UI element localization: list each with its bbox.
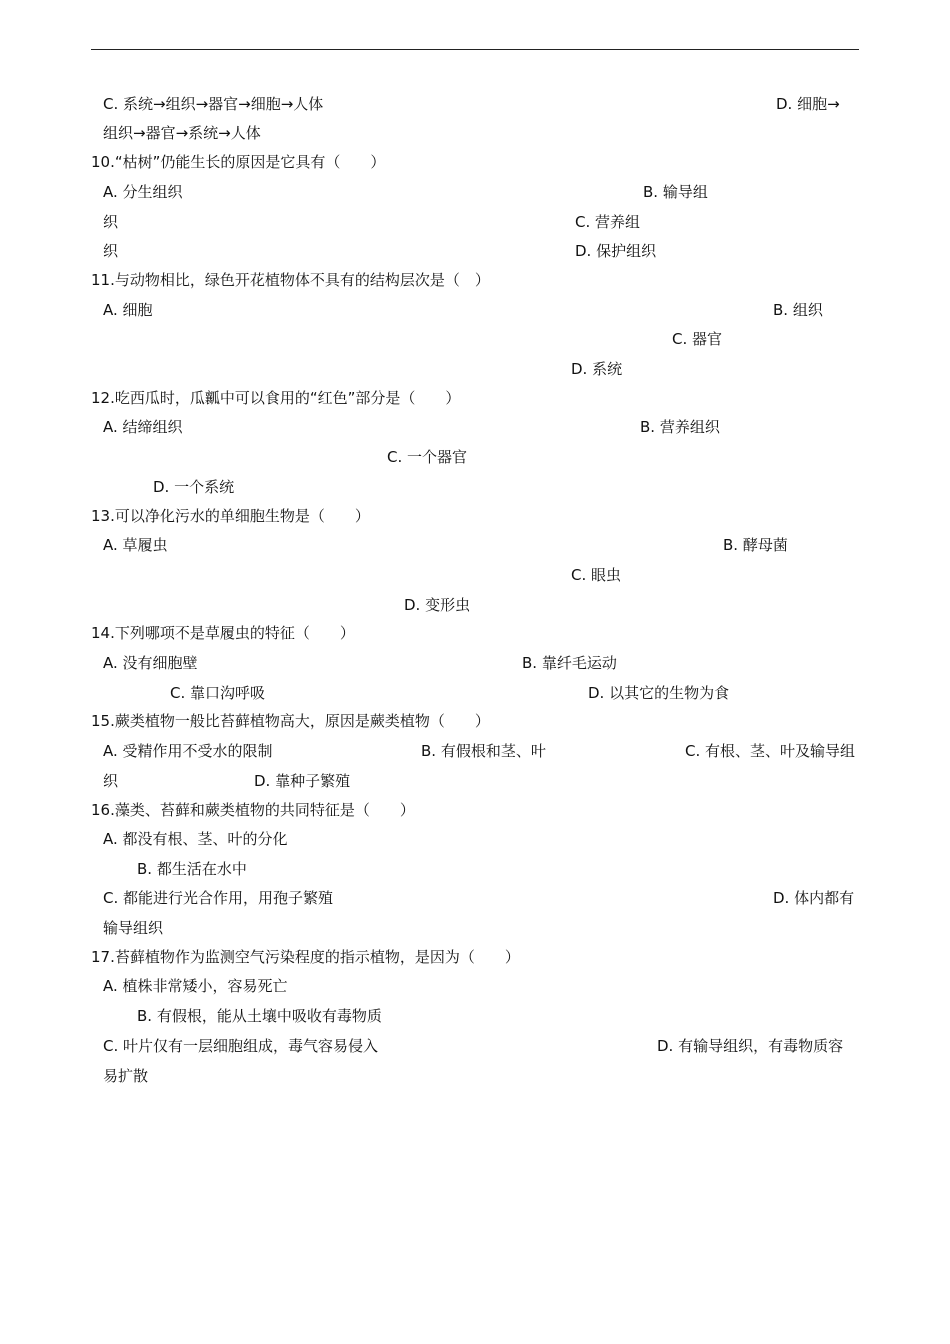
q14-option-d: D. 以其它的生物为食 xyxy=(588,684,730,702)
q12-option-a: A. 结缔组织 xyxy=(103,418,183,436)
q17-option-c: C. 叶片仅有一层细胞组成，毒气容易侵入 xyxy=(103,1037,379,1055)
q15-option-c: C. 有根、茎、叶及输导组 xyxy=(685,742,856,760)
q10-option-b-cont: 织 xyxy=(103,213,119,231)
header-rule xyxy=(91,49,859,50)
q17-option-d: D. 有输导组织，有毒物质容 xyxy=(657,1037,844,1055)
q17-option-d-cont: 易扩散 xyxy=(103,1067,149,1085)
q9-option-c: C. 系统→组织→器官→细胞→人体 xyxy=(103,95,324,113)
q15-option-b: B. 有假根和茎、叶 xyxy=(421,742,546,760)
q16-option-b: B. 都生活在水中 xyxy=(137,860,247,878)
q14-option-b: B. 靠纤毛运动 xyxy=(522,654,617,672)
q16-option-a: A. 都没有根、茎、叶的分化 xyxy=(103,830,288,848)
q17-option-b: B. 有假根，能从土壤中吸收有毒物质 xyxy=(137,1007,382,1025)
question-13: 13.可以净化污水的单细胞生物是（ ） xyxy=(91,507,370,525)
q9-option-d: D. 细胞→ xyxy=(776,95,840,113)
q14-option-c: C. 靠口沟呼吸 xyxy=(170,684,266,702)
q11-option-a: A. 细胞 xyxy=(103,301,153,319)
q10-option-c-cont: 织 xyxy=(103,242,119,260)
question-14: 14.下列哪项不是草履虫的特征（ ） xyxy=(91,624,355,642)
q17-option-a: A. 植株非常矮小，容易死亡 xyxy=(103,977,288,995)
q15-option-c-cont: 织 xyxy=(103,772,119,790)
q12-option-d: D. 一个系统 xyxy=(153,478,235,496)
q13-option-b: B. 酵母菌 xyxy=(723,536,788,554)
q16-option-d: D. 体内都有 xyxy=(773,889,855,907)
q14-option-a: A. 没有细胞壁 xyxy=(103,654,198,672)
q16-option-d-cont: 输导组织 xyxy=(103,919,164,937)
q16-option-c: C. 都能进行光合作用，用孢子繁殖 xyxy=(103,889,334,907)
q10-option-c: C. 营养组 xyxy=(575,213,641,231)
q11-option-c: C. 器官 xyxy=(672,330,723,348)
q12-option-c: C. 一个器官 xyxy=(387,448,468,466)
question-11: 11.与动物相比，绿色开花植物体不具有的结构层次是（ ） xyxy=(91,271,490,289)
q13-option-c: C. 眼虫 xyxy=(571,566,622,584)
q13-option-a: A. 草履虫 xyxy=(103,536,168,554)
q11-option-d: D. 系统 xyxy=(571,360,623,378)
q15-option-a: A. 受精作用不受水的限制 xyxy=(103,742,273,760)
question-12: 12.吃西瓜时，瓜瓤中可以食用的“红色”部分是（ ） xyxy=(91,389,461,407)
q11-option-b: B. 组织 xyxy=(773,301,823,319)
q10-option-a: A. 分生组织 xyxy=(103,183,183,201)
q13-option-d: D. 变形虫 xyxy=(404,596,471,614)
q9-option-d-cont: 组织→器官→系统→人体 xyxy=(103,124,261,142)
question-10: 10.“枯树”仍能生长的原因是它具有（ ） xyxy=(91,153,386,171)
q10-option-d: D. 保护组织 xyxy=(575,242,657,260)
question-17: 17.苔藓植物作为监测空气污染程度的指示植物，是因为（ ） xyxy=(91,948,520,966)
question-15: 15.蕨类植物一般比苔藓植物高大，原因是蕨类植物（ ） xyxy=(91,712,490,730)
question-16: 16.藻类、苔藓和蕨类植物的共同特征是（ ） xyxy=(91,801,415,819)
q12-option-b: B. 营养组织 xyxy=(640,418,720,436)
q10-option-b: B. 输导组 xyxy=(643,183,708,201)
q15-option-d: D. 靠种子繁殖 xyxy=(254,772,351,790)
